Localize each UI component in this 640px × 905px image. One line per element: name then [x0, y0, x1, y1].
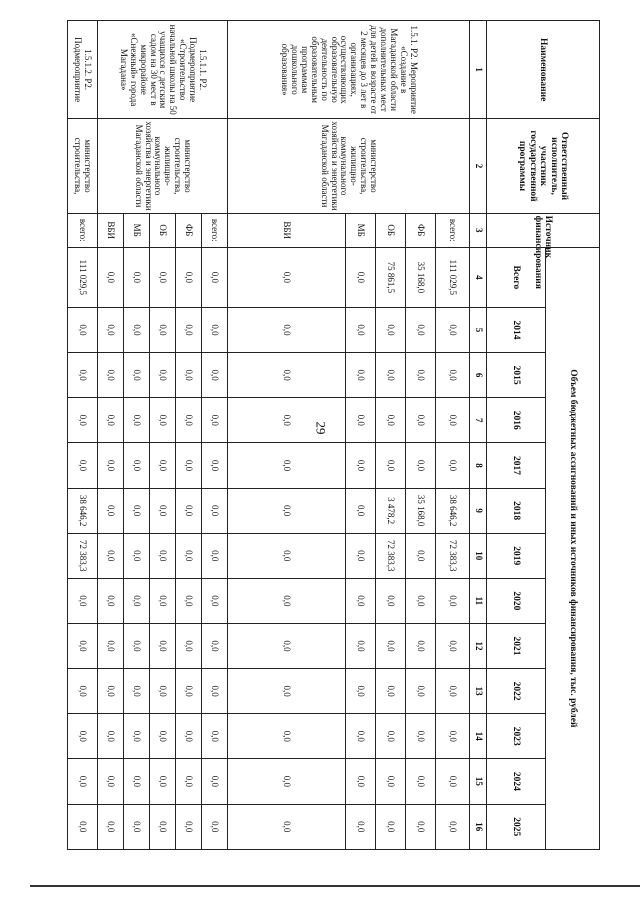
year-header-2020: 2020 — [487, 578, 546, 623]
column-number: 13 — [470, 669, 487, 714]
value-cell: 0,0 — [98, 623, 124, 668]
value-cell: 0,0 — [176, 247, 202, 307]
value-cell: 0,0 — [150, 307, 176, 352]
column-number: 6 — [470, 353, 487, 398]
value-cell: 0,0 — [98, 578, 124, 623]
value-cell: 0,0 — [124, 307, 150, 352]
column-number: 15 — [470, 759, 487, 804]
value-cell: 0,0 — [346, 714, 376, 759]
executor-cell: министерство строительства, — [68, 119, 98, 213]
value-cell: 0,0 — [68, 804, 98, 850]
value-cell: 0,0 — [68, 759, 98, 804]
value-cell: 0,0 — [124, 488, 150, 533]
value-cell: 0,0 — [68, 714, 98, 759]
column-number: 8 — [470, 443, 487, 488]
value-cell: 3 478,2 — [376, 488, 406, 533]
value-cell: 0,0 — [68, 353, 98, 398]
value-cell: 0,0 — [346, 804, 376, 850]
value-cell: 0,0 — [68, 443, 98, 488]
source-cell: ФБ — [176, 213, 202, 247]
value-cell: 0,0 — [176, 623, 202, 668]
value-cell: 0,0 — [406, 623, 436, 668]
value-cell: 0,0 — [376, 759, 406, 804]
value-cell: 0,0 — [436, 307, 470, 352]
value-cell: 0,0 — [176, 353, 202, 398]
value-cell: 0,0 — [346, 307, 376, 352]
value-cell: 0,0 — [150, 353, 176, 398]
value-cell: 0,0 — [202, 247, 228, 307]
value-cell: 0,0 — [124, 759, 150, 804]
year-header-2018: 2018 — [487, 488, 546, 533]
value-cell: 0,0 — [436, 353, 470, 398]
column-number: 7 — [470, 398, 487, 443]
value-cell: 0,0 — [436, 804, 470, 850]
value-cell: 0,0 — [202, 759, 228, 804]
value-cell: 0,0 — [202, 533, 228, 578]
value-cell: 0,0 — [406, 353, 436, 398]
page-number: 29 — [313, 421, 329, 435]
column-number: 4 — [470, 247, 487, 307]
value-cell: 38 646,2 — [68, 488, 98, 533]
value-cell: 0,0 — [406, 714, 436, 759]
value-cell: 0,0 — [376, 353, 406, 398]
source-cell: ФБ — [406, 213, 436, 247]
value-cell: 0,0 — [346, 533, 376, 578]
value-cell: 0,0 — [436, 714, 470, 759]
value-cell: 0,0 — [406, 398, 436, 443]
value-cell: 0,0 — [124, 669, 150, 714]
value-cell: 0,0 — [406, 759, 436, 804]
value-cell: 0,0 — [346, 353, 376, 398]
value-cell: 35 168,0 — [406, 488, 436, 533]
year-header-2015: 2015 — [487, 353, 546, 398]
value-cell: 0,0 — [376, 307, 406, 352]
value-cell: 35 168,0 — [406, 247, 436, 307]
value-cell: 0,0 — [406, 443, 436, 488]
rotated-table-container — [40, 20, 600, 850]
column-number: 16 — [470, 804, 487, 850]
year-header-2024: 2024 — [487, 759, 546, 804]
value-cell: 0,0 — [150, 488, 176, 533]
value-cell: 0,0 — [228, 804, 346, 850]
value-cell: 0,0 — [68, 578, 98, 623]
value-cell: 0,0 — [150, 247, 176, 307]
value-cell: 0,0 — [176, 714, 202, 759]
value-cell: 0,0 — [150, 443, 176, 488]
source-cell: всего: — [202, 213, 228, 247]
value-cell: 0,0 — [406, 804, 436, 850]
value-cell: 0,0 — [202, 804, 228, 850]
column-number: 2 — [470, 119, 487, 213]
value-cell: 0,0 — [150, 533, 176, 578]
year-header-2021: 2021 — [487, 623, 546, 668]
column-number: 11 — [470, 578, 487, 623]
value-cell: 0,0 — [436, 669, 470, 714]
value-cell: 0,0 — [98, 533, 124, 578]
value-cell: 0,0 — [98, 247, 124, 307]
measure-name-cell: 1.5.1.2. Р2. Подмероприятие — [68, 21, 98, 119]
value-cell: 0,0 — [176, 759, 202, 804]
year-header-2017: 2017 — [487, 443, 546, 488]
value-cell: 0,0 — [346, 578, 376, 623]
value-cell: 0,0 — [228, 533, 346, 578]
value-cell: 0,0 — [406, 669, 436, 714]
measure-name-cell: 1.5.1. Р2. Мероприятие «Создание в Магаданской области дополнительных мест для детей в возрасте от 2 месяцев до 3 лет в организациях, осуществляющих образовательную деятельность по образовательным программам дошкольного образования» — [228, 21, 470, 119]
value-cell: 0,0 — [98, 307, 124, 352]
value-cell: 0,0 — [346, 669, 376, 714]
value-cell: 0,0 — [436, 759, 470, 804]
scan-edge-line — [30, 885, 640, 887]
value-cell: 0,0 — [346, 759, 376, 804]
table-row — [68, 21, 98, 850]
value-cell: 0,0 — [68, 307, 98, 352]
value-cell: 0,0 — [406, 533, 436, 578]
year-header-2022: 2022 — [487, 669, 546, 714]
source-cell: ВБИ — [228, 213, 346, 247]
value-cell: 0,0 — [436, 578, 470, 623]
value-cell: 0,0 — [376, 578, 406, 623]
value-cell: 0,0 — [202, 353, 228, 398]
value-cell: 38 646,2 — [436, 488, 470, 533]
value-cell: 0,0 — [202, 578, 228, 623]
value-cell: 0,0 — [98, 759, 124, 804]
value-cell: 0,0 — [436, 623, 470, 668]
column-number: 12 — [470, 623, 487, 668]
value-cell: 0,0 — [346, 443, 376, 488]
table-row — [202, 21, 228, 850]
value-cell: 0,0 — [124, 714, 150, 759]
value-cell: 0,0 — [150, 398, 176, 443]
source-cell: МБ — [346, 213, 376, 247]
value-cell: 75 861,5 — [376, 247, 406, 307]
value-cell: 0,0 — [124, 623, 150, 668]
value-cell: 0,0 — [176, 669, 202, 714]
executor-cell: министерство строительства, жилищно-коммунального хозяйства и энергетики Магаданской области — [228, 119, 470, 213]
value-cell: 0,0 — [150, 669, 176, 714]
value-cell: 0,0 — [376, 623, 406, 668]
table-row — [436, 21, 470, 850]
value-cell: 0,0 — [346, 398, 376, 443]
column-number: 3 — [470, 213, 487, 247]
value-cell: 0,0 — [150, 623, 176, 668]
value-cell: 0,0 — [98, 804, 124, 850]
value-cell: 0,0 — [376, 669, 406, 714]
value-cell: 0,0 — [68, 623, 98, 668]
value-cell: 0,0 — [98, 398, 124, 443]
year-header-2023: 2023 — [487, 714, 546, 759]
value-cell: 0,0 — [202, 669, 228, 714]
executor-cell: министерство строительства, жилищно-коммунального хозяйства и энергетики Магаданской области — [98, 119, 228, 213]
value-cell: 0,0 — [406, 307, 436, 352]
column-number: 1 — [470, 21, 487, 119]
value-cell: 0,0 — [124, 578, 150, 623]
value-cell: 0,0 — [176, 398, 202, 443]
value-cell: 0,0 — [176, 488, 202, 533]
value-cell: 0,0 — [202, 623, 228, 668]
value-cell: 0,0 — [376, 398, 406, 443]
year-header-2025: 2025 — [487, 804, 546, 850]
header-name: Наименование — [487, 21, 600, 119]
value-cell: 72 383,3 — [436, 533, 470, 578]
value-cell: 0,0 — [124, 247, 150, 307]
value-cell: 72 383,3 — [376, 533, 406, 578]
value-cell: 0,0 — [68, 398, 98, 443]
value-cell: 0,0 — [228, 578, 346, 623]
value-cell: 0,0 — [228, 669, 346, 714]
value-cell: 0,0 — [228, 443, 346, 488]
value-cell: 0,0 — [228, 759, 346, 804]
table-body — [68, 21, 470, 850]
header-executor: Ответственный исполнитель, участник государственной программы — [487, 119, 600, 213]
value-cell: 0,0 — [376, 714, 406, 759]
value-cell: 0,0 — [406, 578, 436, 623]
source-cell: всего: — [68, 213, 98, 247]
value-cell: 0,0 — [124, 804, 150, 850]
column-number: 14 — [470, 714, 487, 759]
source-cell: ВБИ — [98, 213, 124, 247]
value-cell: 0,0 — [228, 623, 346, 668]
column-number-row — [470, 21, 487, 850]
value-cell: 0,0 — [176, 443, 202, 488]
value-cell: 0,0 — [436, 443, 470, 488]
value-cell: 0,0 — [228, 714, 346, 759]
source-cell: всего: — [436, 213, 470, 247]
source-cell: ОБ — [376, 213, 406, 247]
value-cell: 0,0 — [68, 669, 98, 714]
column-number: 9 — [470, 488, 487, 533]
year-header-2016: 2016 — [487, 398, 546, 443]
source-cell: МБ — [124, 213, 150, 247]
value-cell: 0,0 — [346, 247, 376, 307]
value-cell: 0,0 — [202, 307, 228, 352]
value-cell: 0,0 — [98, 353, 124, 398]
value-cell: 0,0 — [202, 714, 228, 759]
value-cell: 0,0 — [228, 247, 346, 307]
header-funding-title: Объем бюджетных ассигнований и иных источников финансирования, тыс. рублей — [546, 247, 600, 849]
column-number: 5 — [470, 307, 487, 352]
value-cell: 0,0 — [150, 714, 176, 759]
value-cell: 0,0 — [346, 488, 376, 533]
value-cell: 0,0 — [376, 443, 406, 488]
value-cell: 0,0 — [176, 533, 202, 578]
value-cell: 0,0 — [202, 443, 228, 488]
value-cell: 0,0 — [98, 443, 124, 488]
column-number: 10 — [470, 533, 487, 578]
funding-table — [67, 20, 600, 850]
value-cell: 0,0 — [98, 714, 124, 759]
value-cell: 0,0 — [176, 307, 202, 352]
value-cell: 0,0 — [124, 353, 150, 398]
value-cell: 0,0 — [228, 398, 346, 443]
value-cell: 0,0 — [436, 398, 470, 443]
value-cell: 0,0 — [346, 623, 376, 668]
year-header-2014: 2014 — [487, 307, 546, 352]
value-cell: 0,0 — [124, 443, 150, 488]
value-cell: 0,0 — [176, 578, 202, 623]
value-cell: 72 383,3 — [68, 533, 98, 578]
value-cell: 0,0 — [376, 804, 406, 850]
value-cell: 0,0 — [98, 669, 124, 714]
value-cell: 0,0 — [150, 804, 176, 850]
value-cell: 0,0 — [202, 488, 228, 533]
value-cell: 0,0 — [124, 533, 150, 578]
value-cell: 111 029,5 — [68, 247, 98, 307]
value-cell: 0,0 — [228, 307, 346, 352]
value-cell: 0,0 — [150, 759, 176, 804]
value-cell: 0,0 — [124, 398, 150, 443]
header-source: Источник финансирования — [487, 213, 600, 247]
value-cell: 0,0 — [228, 488, 346, 533]
year-header-2019: 2019 — [487, 533, 546, 578]
header-total: Всего — [487, 247, 546, 307]
value-cell: 0,0 — [176, 804, 202, 850]
measure-name-cell: 1.5.1.1. Р2. Подмероприятие «Строительство начальной школы на 50 учащихся с детским садом на 30 мест в микрорайоне «Снежный» города Магадана» — [98, 21, 228, 119]
value-cell: 0,0 — [98, 488, 124, 533]
source-cell: ОБ — [150, 213, 176, 247]
value-cell: 0,0 — [150, 578, 176, 623]
value-cell: 0,0 — [228, 353, 346, 398]
value-cell: 0,0 — [202, 398, 228, 443]
value-cell: 111 029,5 — [436, 247, 470, 307]
